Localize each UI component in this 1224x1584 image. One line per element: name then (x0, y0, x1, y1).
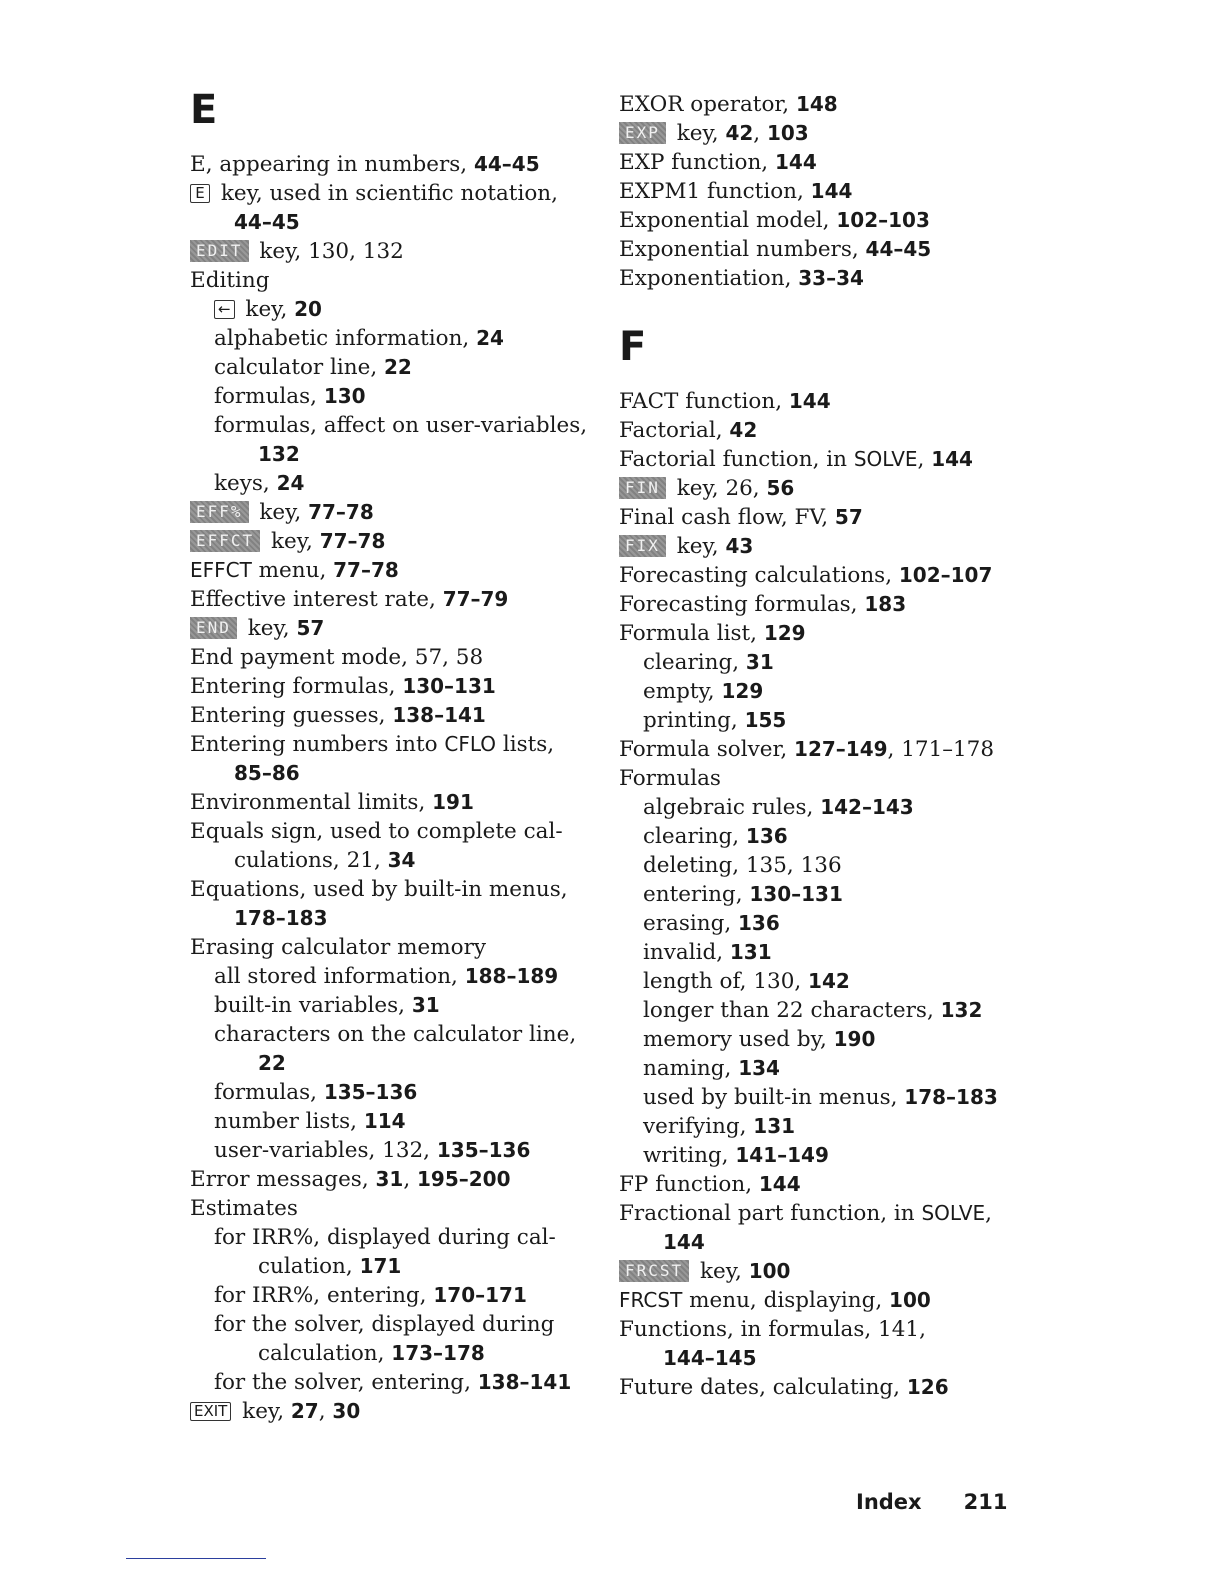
entry-text: Editing (190, 268, 270, 293)
page-reference-primary: 20 (294, 297, 322, 321)
menu-key-label: EDIT (190, 240, 249, 262)
index-entry (619, 619, 1039, 648)
keyboard-key-label: ← (214, 300, 235, 319)
index-subentry (619, 677, 1039, 706)
entry-text: for the solver, displayed during (214, 1312, 555, 1337)
entry-text: user-variables, 132, (214, 1138, 437, 1163)
index-entry (619, 590, 1039, 619)
index-entry (619, 1373, 1039, 1402)
page-reference-primary: 126 (906, 1375, 949, 1399)
menu-key-label: FIN (619, 477, 666, 499)
index-subentry (619, 793, 1039, 822)
index-subentry (190, 1223, 610, 1252)
index-entry (619, 90, 1039, 119)
page-reference-primary: 136 (738, 911, 780, 935)
page-reference-primary: 100 (748, 1259, 791, 1283)
menu-key-label: EXP (619, 122, 666, 144)
section-letter-heading: F (619, 324, 647, 370)
entry-text: Forecasting calculations, (619, 563, 899, 588)
entry-text: Entering guesses, (190, 703, 393, 728)
entry-text: FP function, (619, 1172, 759, 1197)
entry-text: EXOR operator, (619, 92, 796, 117)
page-reference-primary: 100 (889, 1288, 931, 1312)
entry-text: , (403, 1167, 418, 1192)
page-reference-primary: 77–78 (333, 558, 399, 582)
entry-text: calculation, (258, 1341, 392, 1366)
page-reference-primary: 130–131 (749, 882, 843, 906)
entry-text: verifying, (643, 1114, 754, 1139)
index-subentry (190, 324, 610, 353)
entry-text: formulas, (214, 1080, 324, 1105)
entry-text: key, used in scientific notation, (214, 181, 558, 206)
entry-text: Effective interest rate, (190, 587, 443, 612)
index-subentry (190, 1368, 610, 1397)
index-column-left (190, 87, 610, 1426)
index-subentry (190, 1310, 610, 1339)
index-subentry (190, 1020, 610, 1049)
index-subentry (619, 851, 1039, 880)
index-entry (190, 1165, 610, 1194)
entry-text: Formulas (619, 766, 721, 791)
index-subentry (190, 382, 610, 411)
entry-text: Equations, used by built-in menus, (190, 877, 568, 902)
menu-key-label: FIX (619, 535, 666, 557)
entry-text: erasing, (643, 911, 739, 936)
entry-text: for IRR%, displayed during cal- (214, 1225, 556, 1250)
entry-text: Equals sign, used to complete cal- (190, 819, 563, 844)
entry-text: key, 130, 132 (252, 239, 404, 264)
entry-text: length of, 130, (643, 969, 809, 994)
index-entry (190, 150, 610, 179)
page-reference-primary: 31 (745, 650, 774, 674)
page-footer (856, 1490, 1007, 1514)
index-entry (190, 788, 610, 817)
entry-text: calculator line, (214, 355, 385, 380)
page-reference-primary: 144–145 (663, 1346, 757, 1370)
entry-text: writing, (643, 1143, 736, 1168)
page-reference-primary: 77–78 (308, 500, 374, 524)
page-reference-primary: 44–45 (473, 152, 540, 176)
index-subentry (619, 706, 1039, 735)
page-reference-primary: 129 (721, 679, 764, 703)
index-subentry (190, 962, 610, 991)
entry-text: End payment mode, 57, 58 (190, 645, 484, 670)
page-reference-primary: 31 (411, 993, 440, 1017)
keyboard-key-label: EXIT (190, 1402, 231, 1421)
entry-text: , (318, 1399, 333, 1424)
index-subentry (619, 938, 1039, 967)
entry-text: entering, (643, 882, 750, 907)
entry-text: keys, (214, 471, 277, 496)
entry-text: Factorial, (619, 418, 730, 443)
display-text-term: EFFCT (190, 558, 252, 582)
page-reference-primary: 44–45 (865, 237, 932, 261)
entry-text: built-in variables, (214, 993, 412, 1018)
page-reference-primary: 103 (766, 121, 809, 145)
page-reference-primary: 141–149 (735, 1143, 829, 1167)
index-subentry (190, 1136, 610, 1165)
page-reference-primary: 44–45 (234, 210, 300, 234)
entry-text: Formula solver, (619, 737, 795, 762)
page-reference-primary: 144 (774, 150, 817, 174)
entry-text: Formula list, (619, 621, 764, 646)
page-reference-primary: 129 (763, 621, 806, 645)
page-reference-primary: 56 (766, 476, 795, 500)
entry-text: , 171–178 (887, 737, 995, 762)
index-entry (619, 264, 1039, 293)
page-reference-primary: 131 (753, 1114, 796, 1138)
page-reference-primary: 142–143 (820, 795, 914, 819)
index-subentry (619, 1083, 1039, 1112)
page-reference-primary: 42 (729, 418, 758, 442)
index-entry-continuation (190, 1252, 610, 1281)
page-reference-primary: 134 (738, 1056, 780, 1080)
index-subentry (190, 1078, 610, 1107)
index-entry (619, 1257, 1039, 1286)
entry-text: memory used by, (643, 1027, 834, 1052)
page-reference-primary: 131 (729, 940, 772, 964)
index-entry (619, 148, 1039, 177)
index-subentry (619, 880, 1039, 909)
entry-text: key, (238, 297, 295, 322)
index-entry (619, 735, 1039, 764)
page-reference-primary: 114 (363, 1109, 406, 1133)
index-entry (190, 701, 610, 730)
page-reference-primary: 57 (834, 505, 863, 529)
index-subentry (619, 648, 1039, 677)
page-reference-primary: 132 (940, 998, 983, 1022)
page-reference-primary: 144 (758, 1172, 801, 1196)
index-entry (190, 266, 610, 295)
display-text-term: SOLVE (921, 1201, 986, 1225)
entry-text: , (917, 447, 932, 472)
index-subentry (190, 1281, 610, 1310)
index-entry (619, 177, 1039, 206)
entry-text: formulas, (214, 384, 324, 409)
entry-text: clearing, (643, 650, 746, 675)
page-reference-primary: 144 (810, 179, 853, 203)
page-reference-primary: 33–34 (798, 266, 864, 290)
index-entry (190, 933, 610, 962)
page-reference-primary: 135–136 (436, 1138, 531, 1162)
entry-text: for IRR%, entering, (214, 1283, 434, 1308)
page-number: 211 (963, 1490, 1008, 1514)
keyboard-key-label: E (190, 184, 210, 203)
entry-text: Entering formulas, (190, 674, 403, 699)
menu-key-label: EFFCT (190, 530, 260, 552)
index-entry (619, 387, 1039, 416)
entry-text: longer than 22 characters, (643, 998, 941, 1023)
entry-text: Estimates (190, 1196, 298, 1221)
display-text-term: CFLO (444, 732, 496, 756)
index-entry (619, 445, 1039, 474)
entry-text: alphabetic information, (214, 326, 477, 351)
index-entry-continuation (190, 1049, 610, 1078)
index-entry (190, 237, 610, 266)
page-reference-primary: 77–79 (442, 587, 509, 611)
index-entry (619, 1199, 1039, 1228)
entry-text: Erasing calculator memory (190, 935, 487, 960)
entry-text: Exponentiation, (619, 266, 799, 291)
index-entry (190, 179, 610, 208)
index-entry (190, 585, 610, 614)
entry-text: algebraic rules, (643, 795, 821, 820)
page-reference-primary: 178–183 (234, 906, 328, 930)
entry-text: formulas, affect on user-variables, (214, 413, 588, 438)
index-subentry (190, 991, 610, 1020)
entry-text: Entering numbers into (190, 732, 445, 757)
entry-text: Future dates, calculating, (619, 1375, 907, 1400)
page-reference-primary: 31 (375, 1167, 404, 1191)
page-reference-primary: 138–141 (477, 1370, 572, 1394)
footer-label: Index (856, 1490, 922, 1514)
index-entry (619, 206, 1039, 235)
index-entry (190, 730, 610, 759)
index-subentry (619, 996, 1039, 1025)
page-reference-primary: 144 (931, 447, 973, 471)
entry-text: Fractional part function, in (619, 1201, 922, 1226)
index-entry-continuation (619, 1344, 1039, 1373)
menu-key-label: EFF% (190, 501, 249, 523)
entry-text: EXP function, (619, 150, 775, 175)
page-reference-primary: 188–189 (464, 964, 559, 988)
display-text-term: SOLVE (853, 447, 918, 471)
entry-text: Final cash flow, FV, (619, 505, 835, 530)
entry-text: number lists, (214, 1109, 364, 1134)
index-entry (619, 474, 1039, 503)
entry-text: key, (240, 616, 297, 641)
entry-text: for the solver, entering, (214, 1370, 478, 1395)
entry-text: key, (693, 1259, 749, 1284)
index-entry-continuation (190, 440, 610, 469)
index-entry (619, 1315, 1039, 1344)
index-entry (619, 764, 1039, 793)
entry-text: culation, (258, 1254, 360, 1279)
entry-text: invalid, (643, 940, 730, 965)
page-reference-primary: 178–183 (904, 1085, 998, 1109)
entry-text: Environmental limits, (190, 790, 433, 815)
display-text-term: FRCST (619, 1288, 683, 1312)
index-column-right (619, 90, 1039, 1402)
index-entry-continuation (190, 759, 610, 788)
entry-text: Error messages, (190, 1167, 376, 1192)
page-reference-primary: 57 (296, 616, 325, 640)
page-reference-primary: 183 (864, 592, 907, 616)
entry-text: clearing, (643, 824, 746, 849)
index-subentry (190, 295, 610, 324)
entry-text: characters on the calculator line, (214, 1022, 577, 1047)
entry-text: key, 26, (669, 476, 767, 501)
page-reference-primary: 43 (725, 534, 754, 558)
index-entry-continuation (190, 208, 610, 237)
index-entry (190, 498, 610, 527)
index-subentry (190, 469, 610, 498)
entry-text: naming, (643, 1056, 739, 1081)
page-reference-primary: 85–86 (234, 761, 300, 785)
entry-text: Factorial function, in (619, 447, 854, 472)
entry-text: key, (264, 529, 320, 554)
index-subentry (619, 909, 1039, 938)
entry-text: key, (252, 500, 309, 525)
index-subentry (619, 1054, 1039, 1083)
page-reference-primary: 171 (359, 1254, 402, 1278)
entry-text: Exponential numbers, (619, 237, 866, 262)
page-reference-primary: 170–171 (433, 1283, 527, 1307)
page-reference-primary: 127–149 (794, 737, 888, 761)
menu-key-label: END (190, 617, 237, 639)
page-reference-primary: 130 (323, 384, 366, 408)
entry-text: , (985, 1201, 992, 1226)
page-reference-primary: 191 (432, 790, 474, 814)
entry-text: key, (669, 534, 726, 559)
menu-key-label: FRCST (619, 1260, 689, 1282)
entry-text: E, appearing in numbers, (190, 152, 474, 177)
page-reference-primary: 24 (276, 471, 305, 495)
page-reference-primary: 142 (808, 969, 850, 993)
page-reference-primary: 144 (788, 389, 831, 413)
page-reference-primary: 144 (663, 1230, 705, 1254)
index-subentry (190, 1107, 610, 1136)
entry-text: EXPM1 function, (619, 179, 811, 204)
index-entry (190, 556, 610, 585)
index-entry-continuation (190, 846, 610, 875)
page-reference-primary: 102–103 (836, 208, 930, 232)
index-entry (619, 561, 1039, 590)
index-entry (190, 527, 610, 556)
index-entry (619, 1170, 1039, 1199)
entry-text: used by built-in menus, (643, 1085, 905, 1110)
entry-text: all stored information, (214, 964, 465, 989)
index-entry (619, 503, 1039, 532)
index-entry (619, 532, 1039, 561)
entry-text: culations, 21, (234, 848, 388, 873)
index-entry (190, 1194, 610, 1223)
entry-text: lists, (496, 732, 555, 757)
index-entry-continuation (190, 904, 610, 933)
page-reference-primary: 27 (290, 1399, 319, 1423)
index-entry (619, 416, 1039, 445)
entry-text: Exponential model, (619, 208, 837, 233)
entry-text: printing, (643, 708, 745, 733)
scan-mark (126, 1558, 266, 1559)
entry-text: menu, (251, 558, 334, 583)
page-reference-primary: 34 (387, 848, 416, 872)
page-reference-primary: 138–141 (392, 703, 486, 727)
page-reference-primary: 77–78 (319, 529, 386, 553)
page-reference-primary: 136 (745, 824, 788, 848)
index-subentry (619, 822, 1039, 851)
index-subentry (190, 411, 610, 440)
index-subentry (619, 1112, 1039, 1141)
index-entry (619, 1286, 1039, 1315)
index-subentry (619, 1141, 1039, 1170)
page-reference-primary: 30 (332, 1399, 361, 1423)
page-reference-primary: 22 (384, 355, 412, 379)
entry-text: Functions, in formulas, 141, (619, 1317, 926, 1342)
page-reference-primary: 22 (258, 1051, 286, 1075)
entry-text: , (753, 121, 767, 146)
page-reference-primary: 148 (795, 92, 838, 116)
entry-text: menu, displaying, (682, 1288, 890, 1313)
index-subentry (619, 1025, 1039, 1054)
entry-text: Forecasting formulas, (619, 592, 865, 617)
index-subentry (190, 353, 610, 382)
index-entry-continuation (190, 1339, 610, 1368)
index-entry (190, 614, 610, 643)
section-letter-heading: E (190, 87, 218, 133)
index-subentry (619, 967, 1039, 996)
page-reference-primary: 130–131 (402, 674, 496, 698)
entry-text: FACT function, (619, 389, 789, 414)
page-reference-primary: 135–136 (323, 1080, 418, 1104)
index-entry (619, 119, 1039, 148)
page-reference-primary: 195–200 (417, 1167, 511, 1191)
page-reference-primary: 173–178 (391, 1341, 485, 1365)
index-entry (190, 672, 610, 701)
index-entry-continuation (619, 1228, 1039, 1257)
page-reference-primary: 155 (744, 708, 787, 732)
page-reference-primary: 132 (258, 442, 300, 466)
page-reference-primary: 102–107 (898, 563, 993, 587)
page-reference-primary: 24 (476, 326, 504, 350)
entry-text: deleting, 135, 136 (643, 853, 842, 878)
index-entry (619, 235, 1039, 264)
index-entry (190, 817, 610, 846)
index-entry (190, 1397, 610, 1426)
page-reference-primary: 42 (725, 121, 754, 145)
entry-text: empty, (643, 679, 722, 704)
index-entry (190, 875, 610, 904)
entry-text: key, (669, 121, 726, 146)
entry-text: key, (235, 1399, 291, 1424)
index-entry (190, 643, 610, 672)
page-reference-primary: 190 (833, 1027, 876, 1051)
